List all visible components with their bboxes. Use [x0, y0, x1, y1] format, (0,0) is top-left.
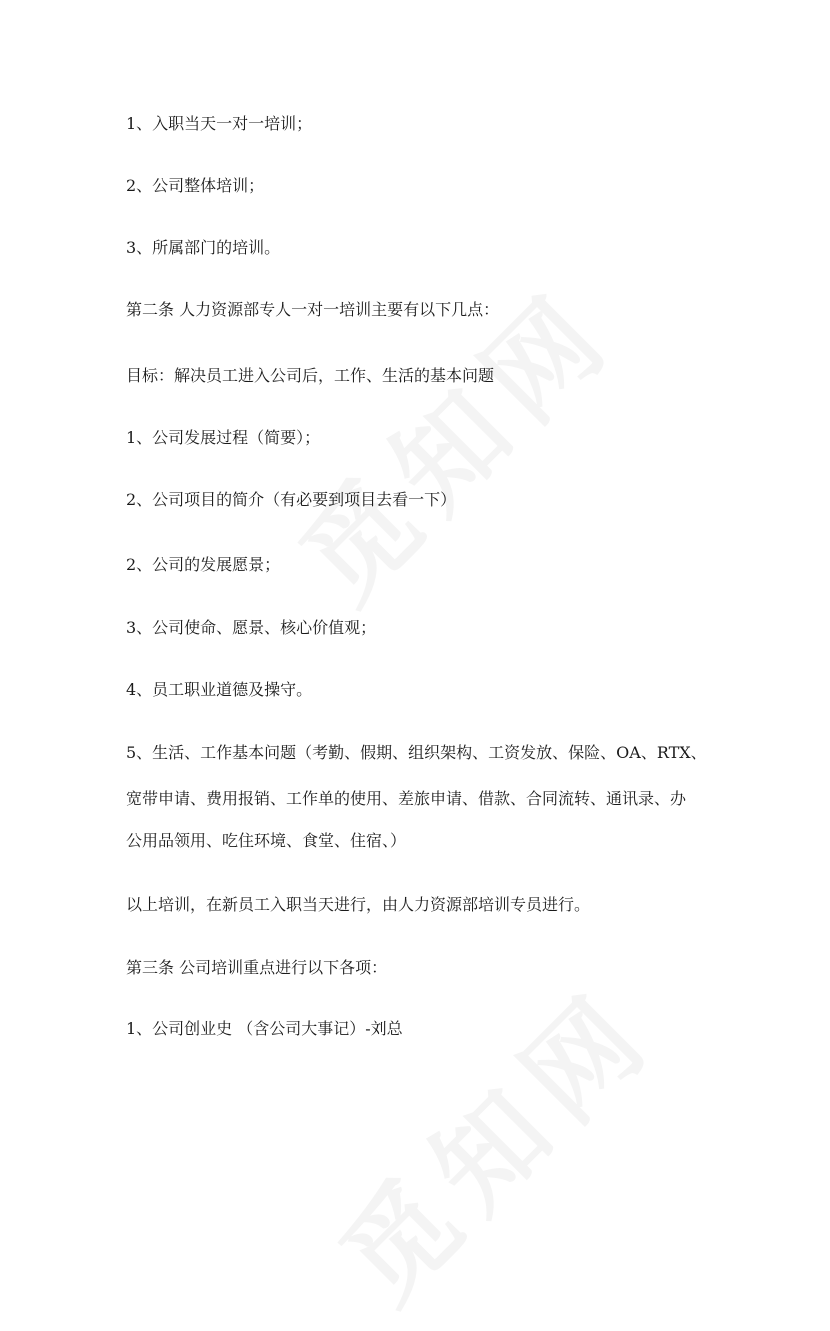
list-item-vision: 2、公司的发展愿景；	[126, 555, 281, 574]
list-item-company-history: 1、公司创业史 （含公司大事记）-刘总	[126, 1019, 403, 1038]
article-3-heading: 第三条 公司培训重点进行以下各项：	[126, 958, 388, 977]
list-item-basic-issues: 5、生活、工作基本问题（考勤、假期、组织架构、工资发放、保险、OA、RTX、	[126, 743, 707, 762]
goal-paragraph: 目标：解决员工进入公司后，工作、生活的基本问题	[126, 366, 495, 385]
list-item-department-training: 3、所属部门的培训。	[126, 238, 281, 257]
list-item-company-training: 2、公司整体培训；	[126, 176, 265, 195]
training-note-paragraph: 以上培训，在新员工入职当天进行，由人力资源部培训专员进行。	[126, 895, 591, 914]
list-item-basic-issues-cont: 公用品领用、吃住环境、食堂、住宿、）	[126, 831, 407, 850]
list-item-development-history: 1、公司发展过程（简要）；	[126, 428, 321, 447]
watermark	[300, 947, 683, 1330]
article-2-heading: 第二条 人力资源部专人一对一培训主要有以下几点：	[126, 300, 500, 319]
list-item-onboarding-day-training: 1、入职当天一对一培训；	[126, 114, 313, 133]
list-item-mission-values: 3、公司使命、愿景、核心价值观；	[126, 618, 377, 637]
list-item-ethics: 4、员工职业道德及操守。	[126, 680, 313, 699]
list-item-project-intro: 2、公司项目的简介（有必要到项目去看一下）	[126, 490, 457, 509]
list-item-basic-issues-cont: 宽带申请、费用报销、工作单的使用、差旅申请、借款、合同流转、通讯录、办	[126, 789, 687, 808]
